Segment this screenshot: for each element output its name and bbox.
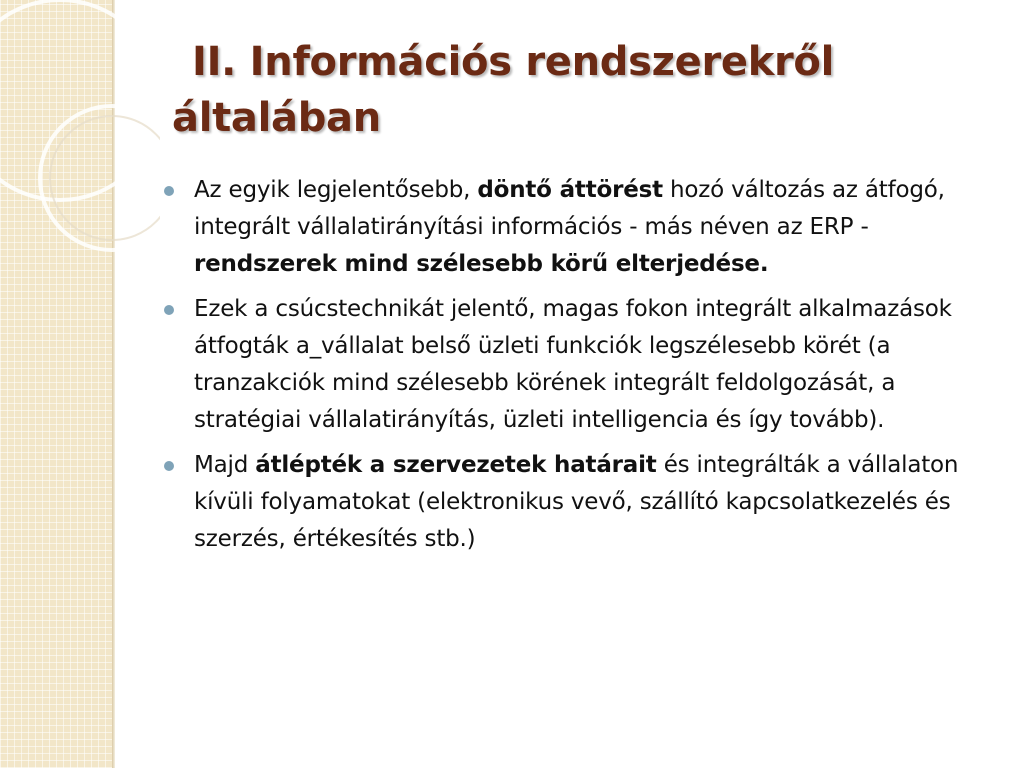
bullet-item [160,291,1000,439]
bullet-text-run: Ezek a csúcstechnikát jelentő, magas fokon integrált alkalmazások átfogták a_vállalat belső üzleti funkciók legszélesebb körét (a tranzakciók mind szélesebb körének integrált feldolgozását, a stratégiai vállalatirányítás, üzleti intelligencia és így tovább). [194,296,952,433]
slide-title [172,34,992,146]
bullet-item [160,172,1000,283]
bullet-text-bold: döntő áttörést [477,177,663,203]
decorative-circles [0,0,160,280]
bullet-text [194,452,958,552]
bullet-item [160,447,1000,558]
bullet-text-bold: rendszerek mind szélesebb körű elterjedése. [194,251,769,277]
bullet-text-run: hozó változás az átfogó, integrált vállalatirányítási információs - más néven az ERP - [194,177,945,240]
bullet-list [160,172,1000,566]
bullet-text [194,177,945,277]
decorative-circle-large [0,0,160,200]
bullet-text-bold: átlépték a szervezetek határait [255,452,657,478]
decorative-circle-inner [50,116,160,240]
bullet-dot-icon [164,305,174,315]
slide-title-line2: általában [172,95,381,141]
bullet-text-run: Majd [194,452,256,478]
bullet-text-run: Az egyik legjelentősebb, [194,177,478,203]
bullet-dot-icon [164,461,174,471]
bullet-text-run: és integrálták a vállalaton kívüli folyamatokat (elektronikus vevő, szállító kapcsolatkezelés és szerzés, értékesítés stb.) [194,452,959,552]
bullet-dot-icon [164,186,174,196]
bullet-text [194,296,952,433]
decorative-circle-small [40,106,160,250]
slide-title-line1: II. Információs rendszerekről [192,39,835,85]
